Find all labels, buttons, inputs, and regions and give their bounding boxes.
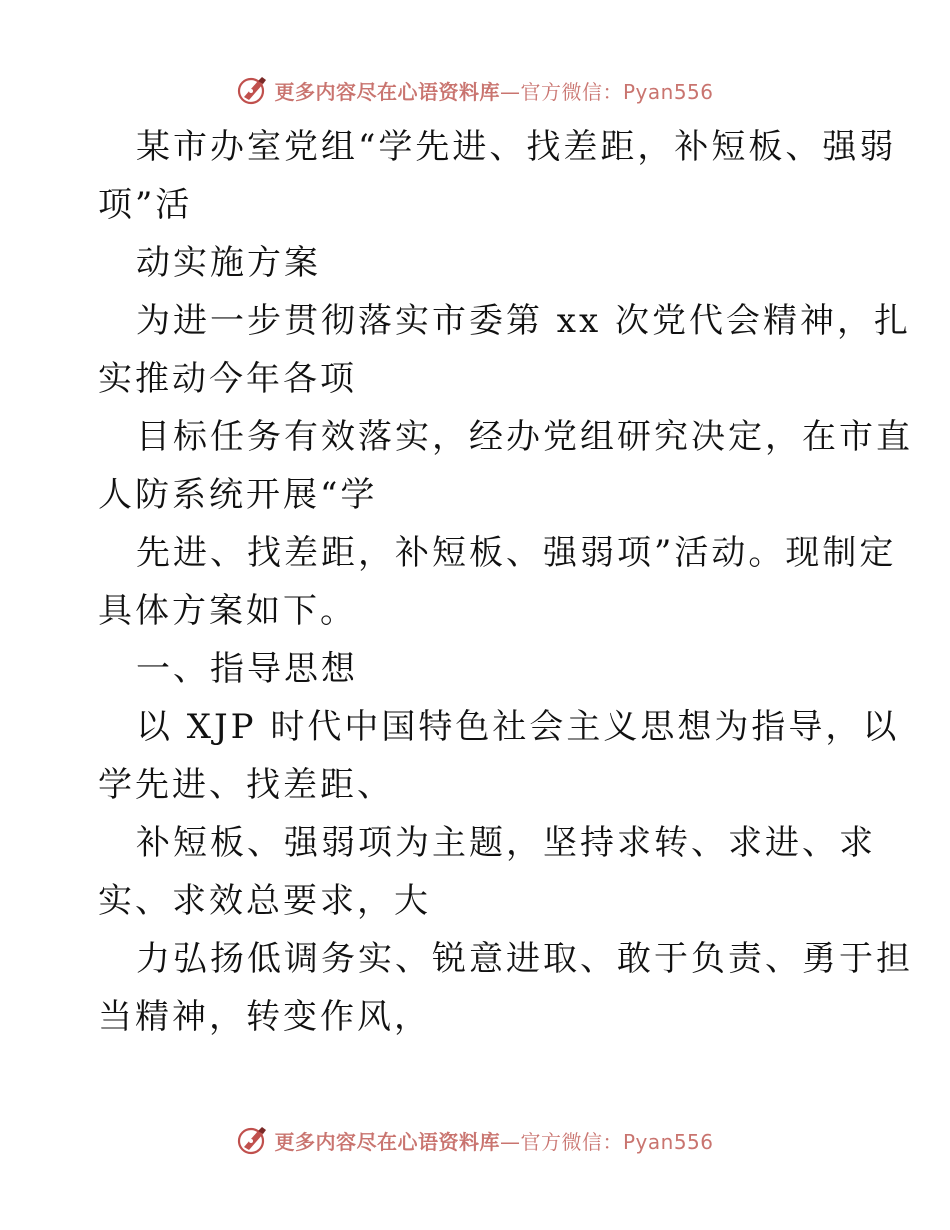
doc-line: 某市办室党组“学先进、找差距，补短板、强弱 (136, 127, 897, 167)
doc-line: 以 XJP 时代中国特色社会主义思想为指导，以 (136, 707, 900, 747)
doc-line: 当精神，转变作风， (98, 997, 431, 1037)
watermark-site-name: 更多内容尽在心语资料库 (274, 1129, 500, 1154)
doc-line: 实推动今年各项 (98, 359, 357, 399)
watermark-site-name: 更多内容尽在心语资料库 (274, 79, 500, 104)
doc-line: 项”活 (98, 185, 193, 225)
document-body (98, 118, 913, 1046)
pen-logo-icon (236, 73, 270, 107)
doc-line: 补短板、强弱项为主题，坚持求转、求进、求 (136, 823, 876, 863)
section-heading: 一、指导思想 (136, 649, 358, 689)
doc-line: 目标任务有效落实，经办党组研究决定，在市直 (136, 417, 913, 457)
doc-line: 人防系统开展“学 (98, 475, 378, 515)
doc-line: 学先进、找差距、 (98, 765, 394, 805)
doc-line: 先进、找差距，补短板、强弱项”活动。现制定 (136, 533, 897, 573)
doc-line: 实、求效总要求，大 (98, 881, 431, 921)
doc-line: 力弘扬低调务实、锐意进取、敢于负责、勇于担 (136, 939, 913, 979)
footer-watermark (0, 1120, 950, 1160)
doc-line: 具体方案如下。 (98, 591, 357, 631)
header-watermark (0, 70, 950, 110)
watermark-wechat-id: Pyan556 (622, 79, 714, 104)
watermark-wechat-id: Pyan556 (622, 1129, 714, 1154)
doc-line: 为进一步贯彻落实市委第 xx 次党代会精神，扎 (136, 301, 911, 341)
watermark-wechat-label: 官方微信： (520, 1129, 623, 1154)
pen-logo-icon (236, 1123, 270, 1157)
watermark-separator: — (499, 79, 521, 104)
watermark-wechat-label: 官方微信： (520, 79, 623, 104)
doc-line: 动实施方案 (136, 243, 321, 283)
watermark-separator: — (499, 1129, 521, 1154)
